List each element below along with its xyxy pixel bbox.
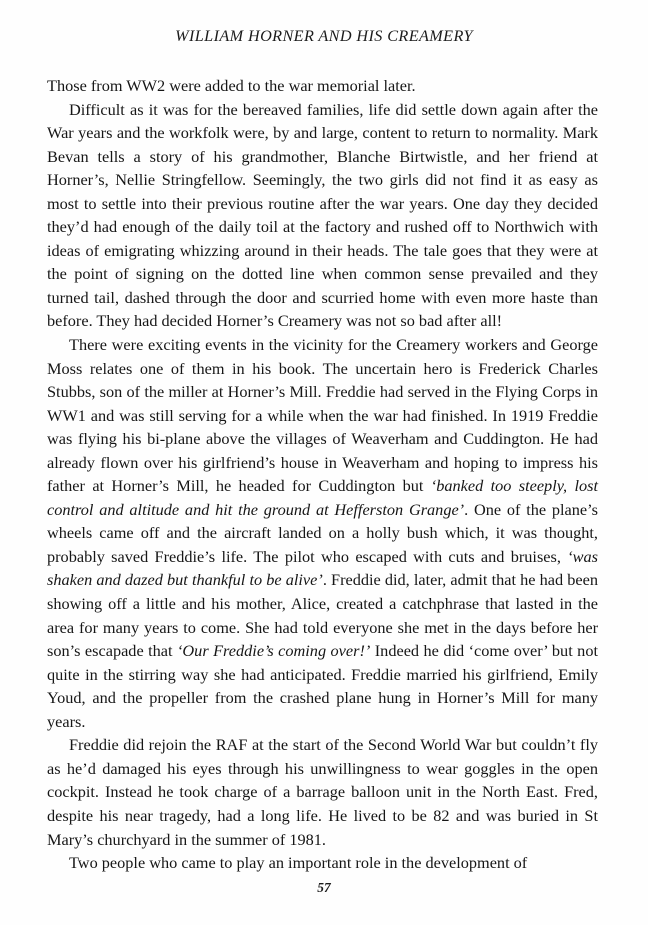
paragraph-3-segment-roman-1: There were exciting events in the vicinity for the Creamery workers and George Moss relates one of them in his book. The uncertain hero is Frederick Charles Stubbs, son of the miller at Horner’s Mill. Freddie had served in the Flying Corps in WW1 and was still serving for a while when the war had finished. In 1919 Freddie was flying his bi-plane above the villages of Weaverham and Cuddington. He had already flown over his girlfriend’s house in Weaverham and hoping to impress his father at Horner’s Mill, he headed for Cuddington but bbox=[47, 335, 598, 496]
paragraph-3-quote-banked-too-steeply: ‘banked too steeply, lost control and altitude and hit the ground at Hefferston Grange’ bbox=[47, 476, 598, 519]
paragraph-3-quote-was-shaken-and-dazed: ‘was shaken and dazed but thankful to be alive’ bbox=[47, 546, 598, 590]
paragraph-3-quote-our-freddies-coming-over: ‘Our Freddie’s coming over!’ bbox=[177, 641, 371, 661]
paragraph-3-segment-roman-4: Indeed he did ‘come over’ but not quite in the stirring way she had anticipated. Freddie married his girlfriend, Emily Youd, and the propeller from the crashed plane hung in Horner’s Mill for many years. bbox=[47, 641, 598, 731]
paragraph-5: Two people who came to play an important role in the development of bbox=[69, 853, 528, 873]
running-header: WILLIAM HORNER AND HIS CREAMERY bbox=[175, 27, 473, 45]
paragraph-4: Freddie did rejoin the RAF at the start of the Second World War but couldn’t fly as he’d damaged his eyes through his unwillingness to wear goggles in the open cockpit. Instead he took charge of a barrage balloon unit in the North East. Fred, despite his near tragedy, had a long life. He lived to be 82 and was buried in St Mary’s churchyard in the summer of 1981. bbox=[47, 735, 598, 849]
page-number: 57 bbox=[317, 880, 331, 895]
paragraph-1: Those from WW2 were added to the war memorial later. bbox=[47, 76, 416, 95]
paragraph-3 bbox=[47, 333, 598, 733]
paragraph-3-segment-roman-3: . Freddie did, later, admit that he had been showing off a little and his mother, Alice, created a catchphrase that lasted in the area for many years to come. She had told everyone she met in the days before her son’s escapade that bbox=[47, 570, 598, 661]
body-text bbox=[47, 74, 598, 875]
paragraph-3-segment-roman-2: . One of the plane’s wheels came off and the aircraft landed on a holly bush which, it was thought, probably saved Freddie’s life. The pilot who escaped with cuts and bruises, bbox=[47, 499, 598, 566]
paragraph-2: Difficult as it was for the bereaved families, life did settle down again after the War years and the workfolk were, by and large, content to return to normality. Mark Bevan tells a story of his grandmother, Blanche Birtwistle, and her friend at Horner’s, Nellie Stringfellow. Seemingly, the two girls did not find it as easy as most to settle into their previous routine after the war years. One day they decided they’d had enough of the daily toil at the factory and rushed off to Northwich with ideas of emigrating whizzing around in their heads. The tale goes that they were at the point of signing on the dotted line when common sense prevailed and they turned tail, dashed through the door and scurried home with even more haste than before. They had decided Horner’s Creamery was not so bad after all! bbox=[47, 99, 598, 331]
